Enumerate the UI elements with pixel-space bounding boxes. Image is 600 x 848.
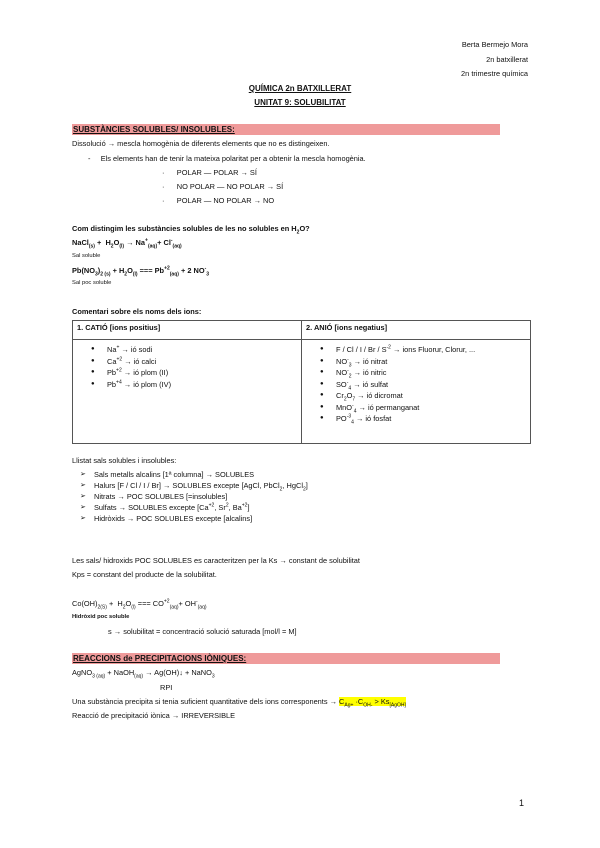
polarity-item-3: · POLAR — NO POLAR → NO [162, 196, 275, 205]
author-term: 2n trimestre química [461, 69, 528, 78]
anion-item: ● F / Cl / I / Br / $S^{-2}$ → ions Fluorur, Clorur, ... [306, 345, 526, 357]
salts-item: ➢ Nitrats → POC SOLUBLES [=insolubles] [72, 492, 308, 503]
precipitation-irreversible: Reacció de precipitació iònica → IRREVERSIBLE [72, 711, 236, 720]
page-subtitle: UNITAT 9: SOLUBILITAT [254, 98, 346, 107]
label-hidroxid: Hidròxid poc soluble [72, 614, 130, 620]
cation-item: ● $Pb^{+2}$ → ió plom (II) [77, 368, 297, 380]
section-heading-precipitacions: REACCIONS de PRECIPITACIONS IÒNIQUES: [72, 653, 500, 664]
anion-item: ● $NO^-_3$ → ió nitrat [306, 357, 526, 369]
precipitation-condition: Una substància precipita si tenia suficient quantitative dels ions corresponents → $C_{Ag+} \cdot C_{OH-} > Ks_{[AgOH]}$ [72, 697, 406, 709]
cation-item: ● Na+ → ió sodi [77, 345, 297, 357]
label-rpi: RPI [160, 683, 173, 692]
section-heading-solubles: SUBSTÀNCIES SOLUBLES/ INSOLUBLES: [72, 124, 500, 135]
solubility-line: s → solubilitat = concentració solució saturada [mol/l = M] [108, 627, 297, 636]
label-sal-poc-soluble: Sal poc soluble [72, 280, 112, 286]
label-sal-soluble: Sal soluble [72, 253, 101, 259]
reaction-coh2: $Co(OH)_{2(S)} + H_2O_{(l)}$ === $CO^{+2}_{(aq)}+ OH^-_{(aq)}$ [72, 598, 207, 611]
ks-definition: Les sals/ hidroxids POC SOLUBLES es caracteritzen per la Ks → constant de solubilitat [72, 556, 360, 565]
reaction-nacl: NaCl$_{(s)}$ + $H_2O_{(l)} \to Na^+_{(aq)}+ Cl^-_{(aq)}$ [72, 237, 182, 250]
polarity-item-1: · POLAR — POLAR → SÍ [162, 168, 257, 177]
author-course: 2n batxillerat [486, 55, 528, 64]
cation-item: ● $Pb^{+4}$ → ió plom (IV) [77, 380, 297, 392]
reaction-pbno3: $Pb(NO_3)_{2 (s)} + H_2O_{(l)}$ === $Pb^{+2}_{(aq)} + 2$ $NO^-_3$ [72, 265, 210, 278]
page-number: 1 [518, 798, 524, 808]
list-intro: Llistat sals solubles i insolubles: [72, 456, 177, 465]
anion-item: ● $SO^-_4$ → ió sulfat [306, 380, 526, 392]
salts-item: ➢ Hidròxids → POC SOLUBLES excepte [alcalins] [72, 514, 308, 525]
question: Com distingim les substàncies solubles de les no solubles en $H_2O$? [72, 224, 310, 236]
header-cations: 1. CATIÓ [ions positius] [73, 321, 302, 340]
definition: Dissolució → mescla homogènia de diferents elements que no es distingeixen. [72, 139, 330, 148]
ions-table [72, 320, 531, 444]
page-title: QUÍMICA 2n BATXILLERAT [248, 84, 352, 93]
anions-cell [302, 340, 531, 444]
salts-list [72, 470, 308, 525]
anion-item: ● $Cr_2O_7$ → ió dicromat [306, 391, 526, 403]
bullet-polarity: - Els elements han de tenir la mateixa polaritat per a obtenir la mescla homogènia. [88, 154, 366, 163]
polarity-item-2: · NO POLAR — NO POLAR → SÍ [162, 182, 284, 191]
anion-item: ● $PO^{-3}_4$ → ió fosfat [306, 414, 526, 426]
kps-definition: Kps = constant del producte de la solubilitat. [72, 570, 217, 579]
anion-item: ● MnO-$_4$ → ió permanganat [306, 403, 526, 415]
cation-item: ● $Ca^{+2}$ → ió calci [77, 357, 297, 369]
author-name: Berta Bermejo Mora [461, 40, 528, 49]
anion-item: ● $NO^-_2$ → ió nitric [306, 368, 526, 380]
salts-item: ➢ Sulfats → SOLUBLES excepte [$Ca^{+2}$, Sr$^2$, $Ba^{+2}$] [72, 503, 308, 514]
cations-cell [73, 340, 302, 444]
comment-ions: Comentari sobre els noms dels ions: [72, 307, 202, 316]
reaction-agno3: AgNO$_{3 (aq)}$ + NaOH$_{(aq)}$ → Ag(OH)↓ + NaNO$_3$ [72, 668, 215, 680]
salts-item: ➢ Halurs [F / Cl / I / Br] → SOLUBLES excepte [AgCl, PbCl$_2$, HgCl$_2$] [72, 481, 308, 492]
header-anions: 2. ANIÓ [ions negatius] [302, 321, 531, 340]
salts-item: ➢ Sals metalls alcalins [1ª columna] → SOLUBLES [72, 470, 308, 481]
